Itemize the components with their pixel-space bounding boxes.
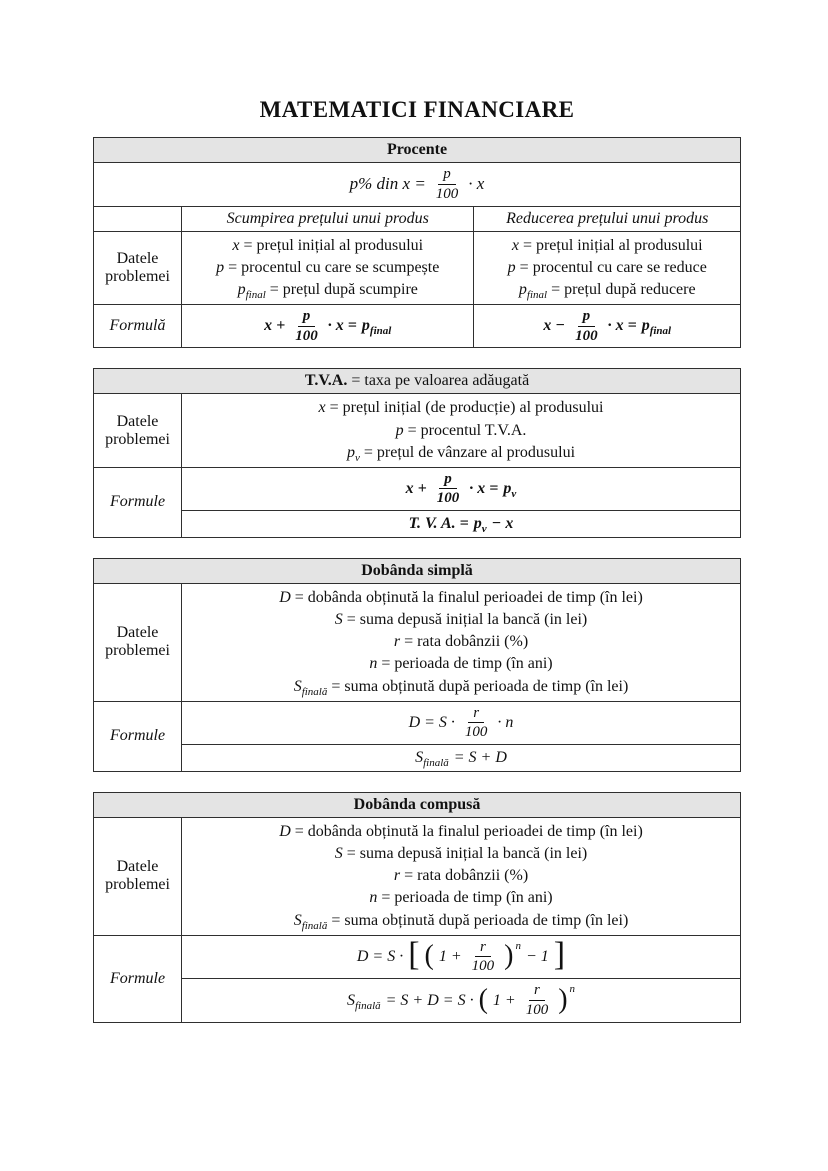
exponent: n — [569, 983, 576, 996]
line-text: = dobânda obținută la finalul perioadei de timp (în lei) — [294, 589, 643, 607]
reducere-date-cell — [474, 231, 741, 304]
date-problemei-label: Datele problemei — [94, 584, 182, 701]
line-text: = dobânda obținută la finalul perioadei de timp (în lei) — [294, 823, 643, 841]
math-token: = S + D = S · — [385, 991, 474, 1009]
line-text: = prețul după reducere — [551, 280, 696, 298]
line-text: = suma obținută după perioada de timp (în lei) — [331, 911, 629, 929]
dobanda-simpla-formula1-cell — [182, 701, 741, 745]
data-line — [188, 887, 734, 909]
procente-table — [93, 137, 741, 348]
line-text: = prețul inițial al produsului — [243, 236, 424, 254]
data-line — [188, 420, 734, 442]
data-line — [480, 279, 734, 301]
line-text: = suma depusă inițial la bancă (in lei) — [346, 611, 588, 629]
math-sub: finală — [354, 999, 381, 1012]
math-token: x − — [543, 317, 566, 335]
denominator: 100 — [471, 958, 495, 975]
math-token: · n — [497, 713, 514, 731]
line-text: = perioada de timp (în ani) — [381, 655, 553, 673]
math-token: x + — [264, 317, 286, 335]
scumpire-formula-cell — [182, 304, 474, 348]
procente-main-formula — [350, 166, 485, 203]
math-var: p — [237, 280, 246, 298]
math-var: p — [216, 258, 225, 276]
line-text: = rata dobânzii (%) — [404, 867, 529, 885]
math-var: p — [507, 258, 516, 276]
open-paren: ( — [424, 939, 434, 971]
procente-main-formula-cell — [94, 163, 741, 207]
math-var: x — [318, 399, 326, 417]
denominator: 100 — [295, 327, 318, 344]
data-line — [480, 235, 734, 257]
close-paren: ) — [558, 983, 568, 1015]
line-text: = suma depusă inițial la bancă (in lei) — [346, 845, 588, 863]
math-var: p — [395, 421, 404, 439]
math-token: D = S · — [356, 947, 404, 965]
math-sub: finală — [423, 757, 449, 770]
data-line — [188, 910, 734, 932]
var-with-sub — [473, 515, 487, 536]
dobanda-compusa-header: Dobânda compusă — [94, 793, 741, 818]
line-text: = prețul după scumpire — [269, 280, 418, 298]
numerator: p — [439, 471, 457, 490]
math-var: p — [346, 443, 355, 461]
tva-formula2-cell — [182, 511, 741, 538]
data-line — [188, 397, 734, 419]
data-line — [188, 843, 734, 865]
data-line — [188, 676, 734, 698]
reducere-formula-cell — [474, 304, 741, 348]
fraction — [570, 308, 603, 345]
data-line — [188, 631, 734, 653]
line-text: = procentul cu care se reduce — [519, 258, 707, 276]
data-line — [188, 821, 734, 843]
tva-header — [94, 369, 741, 394]
var-with-sub — [361, 317, 392, 338]
math-token: − 1 — [526, 947, 549, 965]
fraction — [431, 166, 464, 203]
dobanda-simpla-formula2-cell — [182, 745, 741, 772]
tva-header-bold: T.V.A. — [304, 372, 348, 390]
math-sub: v — [511, 488, 517, 501]
math-token: · x = — [469, 479, 499, 497]
var-with-sub — [503, 479, 517, 501]
data-line — [188, 587, 734, 609]
math-sub: v — [354, 451, 360, 464]
tva-formula1-cell — [182, 467, 741, 511]
scumpire-formula — [264, 308, 391, 345]
math-token: T. V. A. = — [408, 515, 469, 533]
math-var: S — [334, 845, 343, 863]
math-token: x + — [405, 479, 427, 497]
dobanda-simpla-formula-1 — [409, 705, 514, 742]
formula-label: Formulă — [94, 304, 182, 348]
line-text: = suma obținută după perioada de timp (în lei) — [331, 677, 629, 695]
denominator: 100 — [525, 1002, 549, 1019]
dobanda-simpla-date-cell — [182, 584, 741, 701]
line-text: = perioada de timp (în ani) — [381, 889, 553, 907]
tva-date-cell — [182, 394, 741, 467]
formule-label: Formule — [94, 467, 182, 538]
math-token: D = S · — [408, 713, 455, 731]
reducere-formula — [543, 308, 671, 345]
math-var: p — [361, 317, 370, 335]
math-var: S — [415, 749, 424, 767]
fraction — [460, 705, 493, 742]
numerator: p — [298, 308, 316, 327]
line-text: = prețul de vânzare al produsului — [363, 443, 576, 461]
math-var: p — [518, 280, 527, 298]
math-token: − x — [491, 515, 514, 533]
scumpire-date-cell — [182, 231, 474, 304]
denominator: 100 — [575, 327, 598, 344]
math-sub: finală — [301, 919, 328, 932]
math-var: x — [232, 236, 240, 254]
line-text: = procentul cu care se scumpește — [228, 258, 440, 276]
fraction — [521, 982, 554, 1019]
math-var: r — [393, 867, 401, 885]
data-line — [188, 609, 734, 631]
procente-header: Procente — [94, 138, 741, 163]
math-var: p — [641, 317, 650, 335]
math-sub: final — [526, 288, 548, 301]
var-with-sub — [415, 749, 449, 770]
data-line — [480, 257, 734, 279]
data-line — [188, 442, 734, 464]
math-token: · x — [468, 174, 485, 194]
page-title: MATEMATICI FINANCIARE — [259, 97, 575, 122]
tva-header-rest: = taxa pe valoarea adăugată — [351, 372, 530, 390]
math-sub: final — [369, 325, 392, 338]
math-var: n — [369, 889, 378, 907]
open-bracket: [ — [408, 935, 420, 973]
math-sub: v — [481, 523, 487, 536]
line-text: = procentul T.V.A. — [407, 421, 527, 439]
formule-label: Formule — [94, 701, 182, 772]
math-var: D — [279, 589, 291, 607]
math-token: · x = — [607, 317, 637, 335]
date-problemei-label: Datele problemei — [94, 394, 182, 467]
numerator: p — [438, 166, 456, 185]
math-token: 1 + — [438, 947, 462, 965]
tva-table — [93, 368, 741, 538]
line-text: = rata dobânzii (%) — [404, 633, 529, 651]
math-var: S — [334, 611, 343, 629]
dobanda-compusa-formula-1 — [356, 935, 566, 976]
math-sub: final — [245, 288, 266, 301]
dobanda-simpla-table — [93, 558, 741, 772]
empty-label-cell — [94, 206, 182, 231]
fraction — [432, 471, 465, 508]
dobanda-compusa-date-cell — [182, 818, 741, 935]
denominator: 100 — [435, 185, 459, 202]
math-var: n — [369, 655, 378, 673]
dobanda-compusa-formula1-cell — [182, 935, 741, 979]
math-token: p% din x = — [349, 174, 426, 194]
line-text: = prețul inițial al produsului — [522, 236, 703, 254]
math-var: S — [293, 911, 302, 929]
dobanda-simpla-header: Dobânda simplă — [94, 559, 741, 584]
math-var: S — [293, 677, 302, 695]
close-paren: ) — [504, 939, 514, 971]
math-token: = S + D — [453, 749, 507, 767]
math-var: D — [279, 823, 291, 841]
dobanda-compusa-formula-2 — [347, 982, 575, 1019]
var-with-sub — [641, 317, 672, 338]
math-var: p — [473, 515, 482, 533]
math-var: p — [503, 479, 512, 497]
fraction — [467, 939, 500, 976]
math-token: · x = — [327, 317, 357, 335]
scumpire-column-header: Scumpirea prețului unui produs — [182, 206, 474, 231]
date-problemei-label: Datele problemei — [94, 231, 182, 304]
dobanda-simpla-formula-2 — [415, 749, 507, 770]
math-token: 1 + — [492, 991, 516, 1009]
denominator: 100 — [436, 490, 460, 507]
fraction — [290, 308, 323, 345]
data-line — [188, 279, 467, 301]
data-line — [188, 235, 467, 257]
numerator: r — [475, 939, 491, 958]
var-with-sub — [347, 992, 381, 1010]
data-line — [188, 257, 467, 279]
denominator: 100 — [464, 724, 488, 741]
math-var: S — [346, 991, 355, 1009]
open-paren: ( — [478, 983, 488, 1015]
numerator: p — [578, 308, 596, 327]
math-var: x — [511, 236, 519, 254]
math-sub: finală — [301, 685, 328, 698]
reducere-column-header: Reducerea prețului unui produs — [474, 206, 741, 231]
numerator: r — [529, 982, 545, 1001]
math-var: r — [393, 633, 401, 651]
data-line — [188, 865, 734, 887]
dobanda-compusa-formula2-cell — [182, 979, 741, 1023]
math-sub: final — [649, 325, 672, 338]
data-line — [188, 653, 734, 675]
exponent: n — [515, 939, 521, 952]
tva-formula-1 — [406, 471, 517, 508]
tva-formula-2 — [408, 515, 514, 536]
date-problemei-label: Datele problemei — [94, 818, 182, 935]
numerator: r — [468, 705, 484, 724]
close-bracket: ] — [553, 935, 566, 973]
dobanda-compusa-table — [93, 792, 741, 1023]
formule-label: Formule — [94, 935, 182, 1022]
line-text: = prețul inițial (de producție) al produsului — [329, 399, 604, 417]
